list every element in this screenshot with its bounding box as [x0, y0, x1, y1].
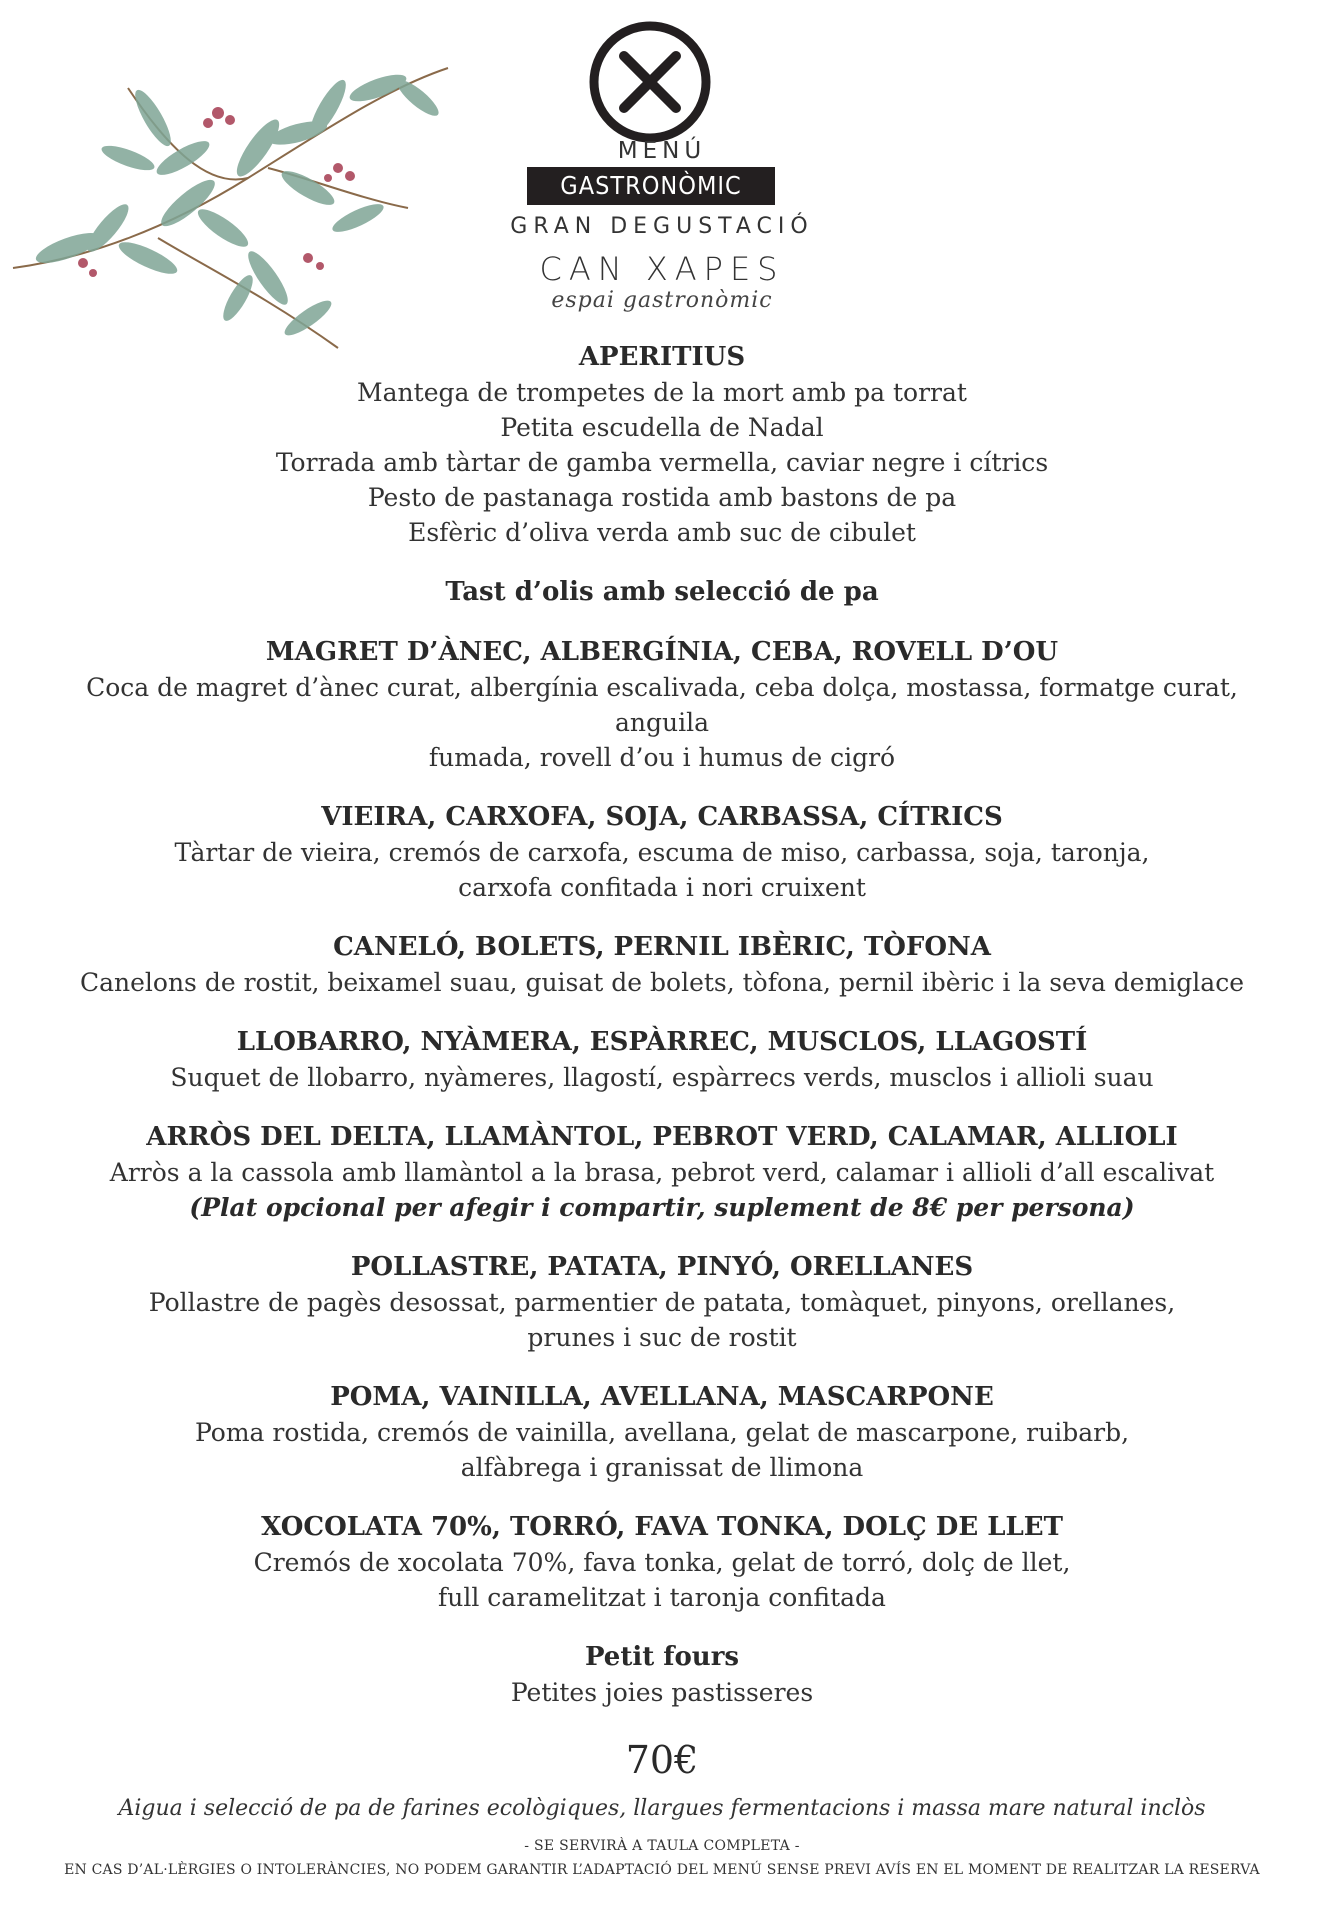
dish-title: Petit fours	[584, 1642, 740, 1672]
bread-note: Aigua i selecció de pa de farines ecològiques, llargues fermentacions i massa mare natural inclòs	[118, 1796, 1206, 1821]
dish-description-line: prunes i suc de rostit	[527, 1323, 797, 1352]
menu-section	[40, 575, 1284, 610]
dish-title: MAGRET D’ÀNEC, ALBERGÍNIA, CEBA, ROVELL D’OU	[265, 637, 1059, 667]
dish-description-line: Suquet de llobarro, nyàmeres, llagostí, espàrrecs verds, musclos i allioli suau	[170, 1063, 1154, 1092]
dish-description-line: Cremós de xocolata 70%, fava tonka, gelat de torró, dolç de llet,	[253, 1548, 1071, 1577]
dish-title: APERITIUS	[578, 342, 746, 372]
menu-section	[40, 1510, 1284, 1615]
menu-price: 70€	[625, 1738, 699, 1782]
menu-section	[40, 930, 1284, 1000]
dish-description-line: Pollastre de pagès desossat, parmentier de patata, tomàquet, pinyons, orellanes,	[148, 1288, 1176, 1317]
dish-description-line: Esfèric d’oliva verda amb suc de cibulet	[408, 518, 916, 547]
menu-section	[40, 1025, 1284, 1095]
dish-description-line: full caramelitzat i taronja confitada	[438, 1583, 886, 1612]
dish-note: (Plat opcional per afegir i compartir, suplement de 8€ per persona)	[189, 1193, 1135, 1222]
dish-title: Tast d’olis amb selecció de pa	[445, 577, 879, 607]
menu-section	[40, 1380, 1284, 1485]
dish-title: POMA, VAINILLA, AVELLANA, MASCARPONE	[330, 1382, 994, 1412]
restaurant-name: CAN XAPES	[539, 250, 785, 288]
dish-title: ARRÒS DEL DELTA, LLAMÀNTOL, PEBROT VERD, CALAMAR, ALLIOLI	[146, 1122, 1178, 1152]
gastronomic-banner: GASTRONÒMIC	[527, 167, 775, 205]
dish-description-line: alfàbrega i granissat de llimona	[460, 1453, 864, 1482]
dish-description-line: Mantega de trompetes de la mort amb pa torrat	[357, 378, 967, 407]
restaurant-tagline: espai gastronòmic	[551, 288, 773, 313]
dish-description-line: Arròs a la cassola amb llamàntol a la brasa, pebrot verd, calamar i allioli d’all escalivat	[109, 1158, 1215, 1187]
table-note: - SE SERVIRÀ A TAULA COMPLETA -	[524, 1838, 800, 1854]
dish-title: XOCOLATA 70%, TORRÓ, FAVA TONKA, DOLÇ DE LLET	[261, 1512, 1063, 1542]
dish-description-line: Tàrtar de vieira, cremós de carxofa, escuma de miso, carbassa, soja, taronja,	[174, 838, 1150, 867]
menu-label: MENÚ	[617, 138, 707, 164]
menu-section	[40, 1640, 1284, 1710]
dish-description-line: fumada, rovell d’ou i humus de cigró	[428, 743, 896, 772]
menu-section	[40, 635, 1284, 775]
menu-section	[40, 1250, 1284, 1355]
gran-degustacio-label: GRAN DEGUSTACIÓ	[510, 214, 814, 239]
dish-description-line: Petites joies pastisseres	[510, 1678, 814, 1707]
dish-title: LLOBARRO, NYÀMERA, ESPÀRREC, MUSCLOS, LLAGOSTÍ	[236, 1027, 1088, 1057]
dish-description-line: carxofa confitada i nori cruixent	[458, 873, 866, 902]
menu-section	[40, 340, 1284, 550]
dish-description-line: Coca de magret d’ànec curat, albergínia escalivada, ceba dolça, mostassa, formatge curat, anguila	[86, 673, 1238, 737]
menu-section	[40, 1120, 1284, 1225]
menu-section	[40, 800, 1284, 905]
dish-description-line: Poma rostida, cremós de vainilla, avellana, gelat de mascarpone, ruibarb,	[194, 1418, 1130, 1447]
dish-title: VIEIRA, CARXOFA, SOJA, CARBASSA, CÍTRICS	[321, 802, 1003, 832]
x-logo-icon	[588, 20, 712, 144]
allergy-note: EN CAS D’AL·LÈRGIES O INTOLERÀNCIES, NO PODEM GARANTIR L’ADAPTACIÓ DEL MENÚ SENSE PREVI AVÍS EN EL MOMENT DE REALITZAR LA RESERVA	[64, 1862, 1260, 1878]
dish-description-line: Torrada amb tàrtar de gamba vermella, caviar negre i cítrics	[275, 448, 1049, 477]
dish-title: CANELÓ, BOLETS, PERNIL IBÈRIC, TÒFONA	[333, 932, 991, 962]
dish-description-line: Canelons de rostit, beixamel suau, guisat de bolets, tòfona, pernil ibèric i la seva demiglace	[79, 968, 1245, 997]
dish-title: POLLASTRE, PATATA, PINYÓ, ORELLANES	[350, 1252, 974, 1282]
menu-content	[40, 340, 1284, 1735]
dish-description-line: Petita escudella de Nadal	[500, 413, 824, 442]
dish-description-line: Pesto de pastanaga rostida amb bastons de pa	[367, 483, 957, 512]
